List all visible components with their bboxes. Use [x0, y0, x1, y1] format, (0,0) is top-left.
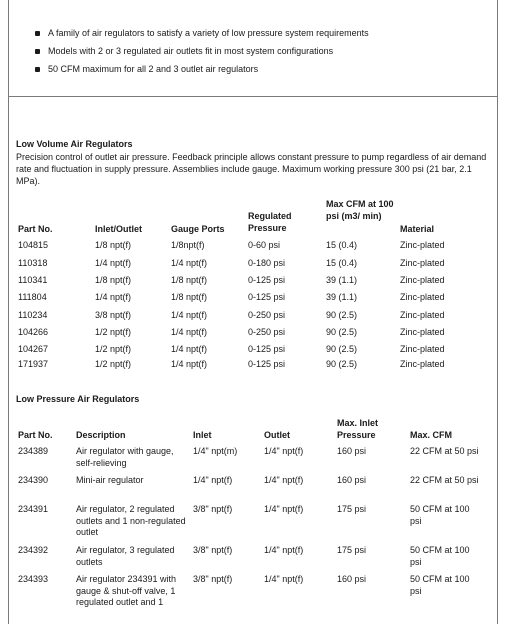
table-cell: Zinc-plated [400, 258, 445, 268]
table-cell: 1/4 npt(f) [95, 292, 132, 302]
table-cell: 175 psi [337, 504, 367, 514]
table-cell: 90 (2.5) [326, 344, 358, 354]
table-cell: 1/8 npt(f) [171, 275, 208, 285]
header-description: Description [76, 430, 126, 440]
table-cell: 3/8" npt(f) [193, 545, 233, 555]
table-cell: 1/2 npt(f) [95, 359, 132, 369]
table-cell: 1/8npt(f) [171, 240, 205, 250]
table-cell: 1/4" npt(m) [193, 446, 238, 456]
feature-list [28, 27, 369, 81]
feature-text: Models with 2 or 3 regulated air outlets fit in most system configurations [48, 46, 334, 56]
table-cell: 3/8" npt(f) [193, 574, 233, 584]
table-cell: 90 (2.5) [326, 359, 358, 369]
table-cell: 110341 [18, 275, 48, 285]
table-cell: 1/4 npt(f) [95, 258, 132, 268]
table-cell: 90 (2.5) [326, 310, 358, 320]
table-cell: Zinc-plated [400, 327, 445, 337]
table-cell: 111804 [18, 292, 47, 302]
table-cell: Zinc-plated [400, 344, 445, 354]
table-cell: Zinc-plated [400, 275, 445, 285]
table-cell: 1/8 npt(f) [171, 292, 208, 302]
table-cell: 1/4" npt(f) [264, 504, 304, 514]
table-cell: 1/4" npt(f) [264, 475, 304, 485]
table-cell: 234390 [18, 475, 49, 485]
feature-text: 50 CFM maximum for all 2 and 3 outlet air regulators [48, 64, 259, 74]
low-volume-description: Precision control of outlet air pressure. Feedback principle allows constant pressure to pump regardless of air demand rate and fluctuation in supply pressure. Assemblies include gauge. Maximum working pressure 300 psi (21 bar, 2.1 MPa). [16, 152, 487, 186]
feature-item [28, 27, 369, 45]
table-cell: 1/4" npt(f) [264, 545, 304, 555]
table-cell: 104815 [18, 240, 49, 250]
header-max-cfm: Max CFM at 100 psi (m3/ min) [326, 199, 394, 221]
table-cell: 1/2 npt(f) [95, 327, 132, 337]
header-max-inlet-pressure: Max. Inlet Pressure [337, 418, 379, 440]
table-cell: 50 CFM at 100 psi [410, 504, 470, 526]
table-cell: 1/8 npt(f) [95, 240, 132, 250]
table-cell: 0-60 psi [248, 240, 281, 250]
table-cell: 15 (0.4) [326, 258, 358, 268]
table-cell: 0-250 psi [248, 310, 286, 320]
table-cell: 234391 [18, 504, 49, 514]
table-cell: 0-125 psi [248, 292, 286, 302]
header-material: Material [400, 224, 435, 234]
table-cell: 104266 [18, 327, 49, 337]
table-cell: 50 CFM at 100 psi [410, 545, 470, 567]
table-cell: 90 (2.5) [326, 327, 358, 337]
table-cell: 3/8 npt(f) [95, 310, 132, 320]
table-cell: 234392 [18, 545, 49, 555]
table-cell: 1/4 npt(f) [171, 258, 208, 268]
table-cell: 22 CFM at 50 psi [410, 475, 479, 485]
table-cell: 1/2 npt(f) [95, 344, 132, 354]
table-cell: 1/4" npt(f) [264, 574, 304, 584]
header-part-no: Part No. [18, 224, 53, 234]
table-cell: 3/8" npt(f) [193, 504, 233, 514]
feature-text: A family of air regulators to satisfy a variety of low pressure system requirements [48, 28, 369, 38]
feature-item [28, 45, 369, 63]
table-cell: 160 psi [337, 574, 367, 584]
table-cell: Air regulator, 3 regulated outlets [76, 545, 175, 567]
table-cell: 0-180 psi [248, 258, 286, 268]
table-cell: Air regulator with gauge, self-relieving [76, 446, 174, 468]
bullet-icon [35, 67, 40, 72]
bullet-icon [35, 49, 40, 54]
table-cell: 1/4 npt(f) [171, 359, 208, 369]
low-volume-title: Low Volume Air Regulators [16, 139, 133, 149]
table-cell: 104267 [18, 344, 49, 354]
table-cell: 1/4 npt(f) [171, 344, 208, 354]
table-cell: 1/4" npt(f) [193, 475, 233, 485]
table-cell: 171937 [18, 359, 49, 369]
table-cell: Zinc-plated [400, 359, 445, 369]
table-cell: 22 CFM at 50 psi [410, 446, 479, 456]
table-cell: 234389 [18, 446, 49, 456]
table-cell: 160 psi [337, 475, 367, 485]
table-cell: 160 psi [337, 446, 367, 456]
table-cell: 0-125 psi [248, 359, 286, 369]
table-cell: Zinc-plated [400, 310, 445, 320]
header-max-cfm: Max. CFM [410, 430, 453, 440]
table-cell: Zinc-plated [400, 240, 445, 250]
table-cell: 1/4 npt(f) [171, 310, 208, 320]
header-inlet: Inlet [193, 430, 212, 440]
table-cell: 0-125 psi [248, 344, 286, 354]
table-cell: 15 (0.4) [326, 240, 358, 250]
table-cell: Zinc-plated [400, 292, 445, 302]
table-cell: 0-250 psi [248, 327, 286, 337]
table-cell: Mini-air regulator [76, 475, 144, 485]
table-cell: 50 CFM at 100 psi [410, 574, 470, 596]
table-cell: 39 (1.1) [326, 275, 358, 285]
table-cell: 1/8 npt(f) [95, 275, 132, 285]
header-inlet-outlet: Inlet/Outlet [95, 224, 142, 234]
table-cell: 234393 [18, 574, 49, 584]
table-cell: 110318 [18, 258, 48, 268]
table-cell: 175 psi [337, 545, 367, 555]
low-pressure-title: Low Pressure Air Regulators [16, 394, 140, 404]
feature-item [28, 63, 369, 81]
table-cell: 0-125 psi [248, 275, 286, 285]
header-gauge-ports: Gauge Ports [171, 224, 225, 234]
table-cell: Air regulator 234391 with gauge & shut-off valve, 1 regulated outlet and 1 [76, 574, 177, 607]
table-cell: 1/4 npt(f) [171, 327, 208, 337]
table-cell: Air regulator, 2 regulated outlets and 1 non-regulated outlet [76, 504, 186, 537]
header-outlet: Outlet [264, 430, 290, 440]
header-regulated-pressure: Regulated Pressure [248, 211, 292, 233]
table-cell: 39 (1.1) [326, 292, 358, 302]
bullet-icon [35, 31, 40, 36]
header-part-no: Part No. [18, 430, 53, 440]
table-cell: 1/4" npt(f) [264, 446, 304, 456]
table-cell: 110234 [18, 310, 48, 320]
